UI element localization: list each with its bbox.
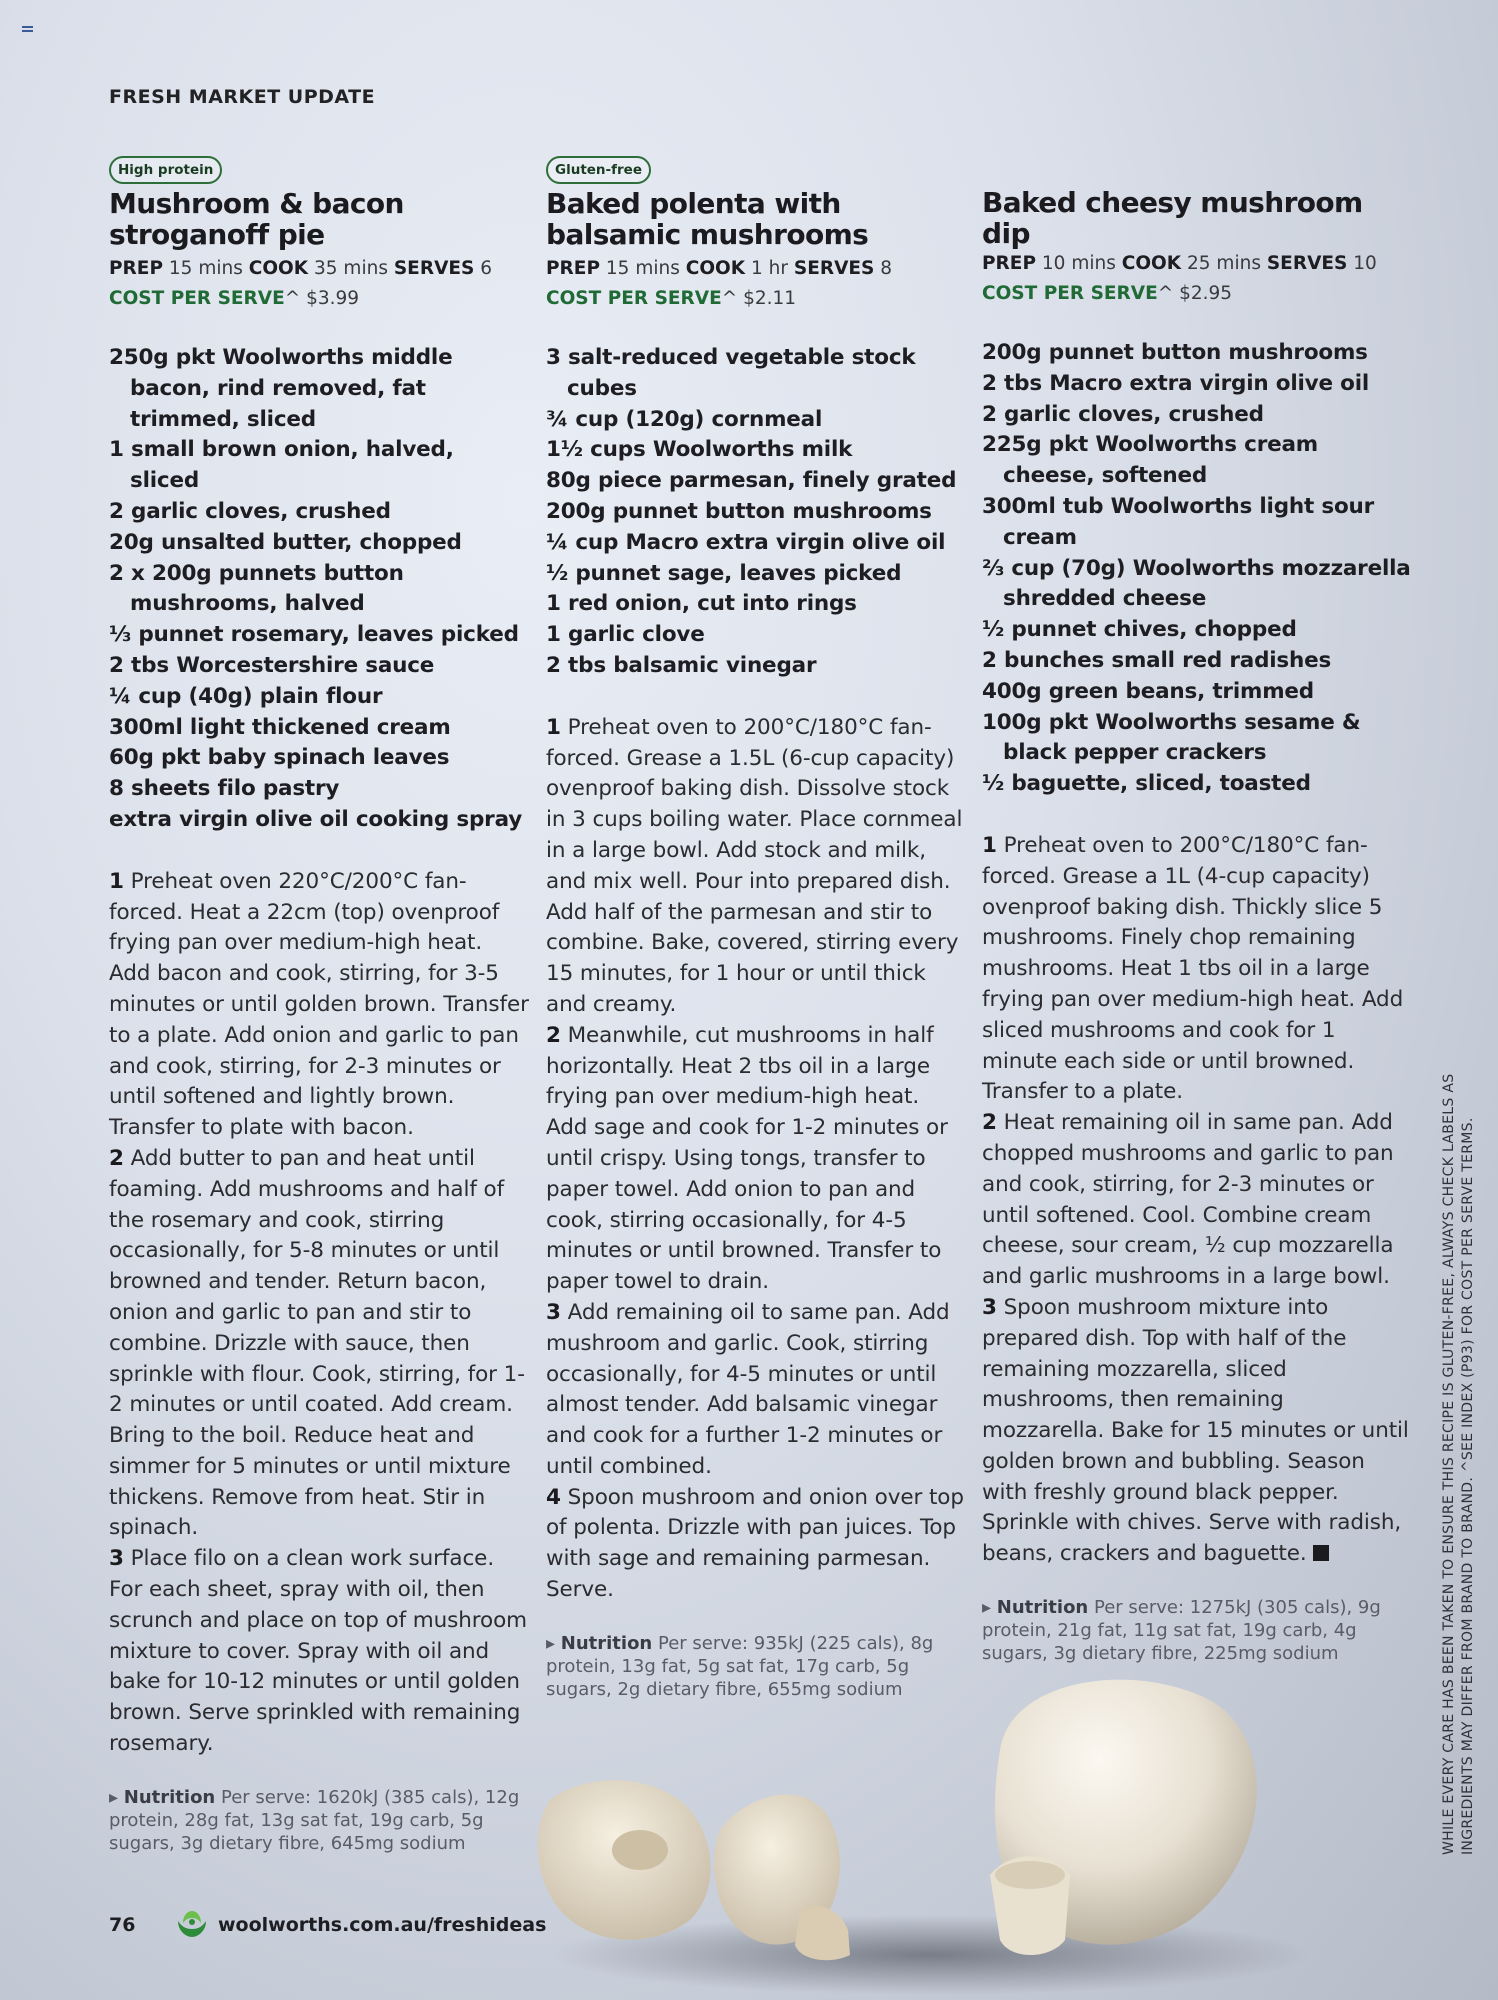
ingredient-item: 2 tbs Worcestershire sauce [109,652,435,678]
ingredient-item: 200g punnet button mushrooms [546,498,932,524]
ingredient-item: ¾ cup (120g) cornmeal [546,406,823,432]
ingredient-item: 200g punnet button mushrooms [982,340,1368,365]
ingredients-list [982,338,1412,800]
end-mark-icon [1313,1545,1329,1561]
method-step: 3 Place filo on a clean work surface. For each sheet, spray with oil, then scrunch and place on top of mushroom mixture to cover. Spray with oil and bake for 10-12 minutes or until golden brown. Serve sprinkled with remaining rosemary. [109,1546,528,1757]
recipe-meta: PREP 10 mins COOK 25 mins SERVES 10 [982,253,1377,274]
method-steps [982,831,1412,1570]
recipe-meta: PREP 15 mins COOK 1 hr SERVES 8 [546,258,893,279]
ingredient-item: ¼ cup Macro extra virgin olive oil [546,529,946,555]
ingredient-item: 225g pkt Woolworths cream cheese, softened [982,432,1319,489]
ingredient-item: extra virgin olive oil cooking spray [109,806,523,832]
method-step: 1 Preheat oven to 200°C/180°C fan-forced. Grease a 1.5L (6-cup capacity) ovenproof baking dish. Dissolve stock in 3 cups boiling water. Place cornmeal in a large bowl. Add stock and milk, and mix well. Pour into prepared dish. Add half of the parmesan and stir to combine. Bake, covered, stirring every 15 minutes, for 1 hour or until thick and creamy. [546,714,963,1017]
method-step: 3 Add remaining oil to same pan. Add mushroom and garlic. Cook, stirring occasionally, for 4-5 minutes or until almost tender. Add balsamic vinegar and cook for a further 1-2 minutes or until combined. [546,1299,950,1479]
ingredient-item: 1½ cups Woolworths milk [546,437,853,463]
ingredient-item: 300ml tub Woolworths light sour cream [982,493,1375,550]
method-step: 3 Spoon mushroom mixture into prepared dish. Top with half of the remaining mozzarella, sliced mushrooms, then remaining mozzarella. Bake for 15 minutes or until golden brown and bubbling. Season with freshly ground black pepper. Sprinkle with chives. Serve with radish, beans, crackers and baguette. [982,1294,1409,1567]
cost-per-serve: COST PER SERVE^ $2.11 [546,288,797,309]
ingredient-item: 2 x 200g punnets button mushrooms, halved [109,560,404,617]
recipe-title [546,188,966,250]
ingredient-item: 20g unsalted butter, chopped [109,529,462,555]
page-number: 76 [109,1914,136,1936]
side-disclaimer: WHILE EVERY CARE HAS BEEN TAKEN TO ENSURE THIS RECIPE IS GLUTEN-FREE, ALWAYS CHECK LABELS AS INGREDIENTS MAY DIFFER FROM BRAND TO BRAND. ^SEE INDEX (P93) FOR COST PER SERVE TERMS. [1441,1073,1476,1855]
recipe-title-line: stroganoff pie [109,218,325,251]
ingredient-item: 2 garlic cloves, crushed [109,498,391,524]
ingredient-item: ⅓ punnet rosemary, leaves picked [109,622,519,648]
ingredient-item: 1 small brown onion, halved, sliced [109,437,454,494]
method-steps [546,713,966,1606]
method-step: 1 Preheat oven to 200°C/180°C fan-forced. Grease a 1L (4-cup capacity) ovenproof baking dish. Thickly slice 5 mushrooms. Finely chop remaining mushrooms. Heat 1 tbs oil in a large frying pan over medium-high heat. Add sliced mushrooms and cook for 1 minute each side or until browned. Transfer to a plate. [982,832,1404,1105]
nutrition-info: ▸ Nutrition Per serve: 1275kJ (305 cals), 9g protein, 21g fat, 11g sat fat, 19g carb, 4g sugars, 3g dietary fibre, 225mg sodium [982,1597,1381,1665]
recipe-title-line: balsamic mushrooms [546,218,869,251]
recipe-column-2 [546,156,966,1701]
method-step: 2 Meanwhile, cut mushrooms in half horizontally. Heat 2 tbs oil in a large frying pan over medium-high heat. Add sage and cook for 1-2 minutes or until crispy. Using tongs, transfer to paper towel. Add onion to pan and cook, stirring occasionally, for 4-5 minutes or until browned. Transfer to paper towel to drain. [546,1022,948,1295]
ingredient-item: ½ baguette, sliced, toasted [982,771,1311,797]
ingredient-item: ½ punnet sage, leaves picked [546,560,902,586]
cost-per-serve: COST PER SERVE^ $3.99 [109,288,360,309]
method-step: 1 Preheat oven 220°C/200°C fan-forced. Heat a 22cm (top) ovenproof frying pan over medium-high heat. Add bacon and cook, stirring, for 3-5 minutes or until golden brown. Transfer to a plate. Add onion and garlic to pan and cook, stirring, for 2-3 minutes or until softened and lightly brown. Transfer to plate with bacon. [109,868,529,1141]
recipe-title [982,187,1412,249]
ingredient-item: 3 salt-reduced vegetable stock cubes [546,345,916,401]
ingredient-item: 250g pkt Woolworths middle bacon, rind removed, fat trimmed, sliced [109,345,453,432]
recipe-meta: PREP 15 mins COOK 35 mins SERVES 6 [109,258,493,279]
menu-icon[interactable] [22,26,33,34]
ingredient-item: 80g piece parmesan, finely grated [546,468,957,494]
method-steps [109,867,529,1760]
ingredients-list [546,343,966,682]
method-step: 2 Heat remaining oil in same pan. Add chopped mushrooms and garlic to pan and cook, stirring, for 2-3 minutes or until softened. Cool. Combine cream cheese, sour cream, ½ cup mozzarella and garlic mushrooms in a large bowl. [982,1110,1394,1290]
ingredient-item: 1 garlic clove [546,622,705,648]
nutrition-info: ▸ Nutrition Per serve: 935kJ (225 cals), 8g protein, 13g fat, 5g sat fat, 17g carb, 5g sugars, 2g dietary fibre, 655mg sodium [546,1632,934,1700]
recipe-badge: High protein [109,156,222,184]
recipe-column-1 [109,156,529,1855]
recipe-title [109,188,529,250]
ingredient-item: 60g pkt baby spinach leaves [109,745,450,771]
woolworths-logo-icon [174,1907,210,1939]
recipe-title-line: Baked polenta with [546,187,841,220]
ingredient-item: 8 sheets filo pastry [109,776,340,802]
ingredient-item: ¼ cup (40g) plain flour [109,683,383,709]
recipe-badge: Gluten-free [546,156,651,184]
ingredient-item: 100g pkt Woolworths sesame & black pepper crackers [982,709,1361,766]
ingredients-list [109,343,529,836]
nutrition-info: ▸ Nutrition Per serve: 1620kJ (385 cals), 12g protein, 28g fat, 13g sat fat, 19g carb, 5g sugars, 3g dietary fibre, 645mg sodium [109,1786,520,1854]
section-label: FRESH MARKET UPDATE [109,86,376,108]
mushroom-photo [530,1660,1310,2000]
recipe-column-3 [982,156,1412,1665]
method-step: 4 Spoon mushroom and onion over top of polenta. Drizzle with pan juices. Top with sage and remaining parmesan. Serve. [546,1484,964,1603]
recipe-title-line: Baked cheesy mushroom dip [982,186,1363,250]
ingredient-item: 2 garlic cloves, crushed [982,401,1264,427]
ingredient-item: ⅔ cup (70g) Woolworths mozzarella shredded cheese [982,555,1411,612]
recipe-title-line: Mushroom & bacon [109,187,404,220]
cost-per-serve: COST PER SERVE^ $2.95 [982,283,1233,304]
ingredient-item: ½ punnet chives, chopped [982,617,1297,643]
ingredient-item: 300ml light thickened cream [109,714,451,740]
ingredient-item: 2 tbs balsamic vinegar [546,652,817,678]
ingredient-item: 400g green beans, trimmed [982,678,1314,704]
ingredient-item: 2 tbs Macro extra virgin olive oil [982,370,1370,396]
method-step: 2 Add butter to pan and heat until foaming. Add mushrooms and half of the rosemary and cook, stirring occasionally, for 5-8 minutes or until browned and tender. Return bacon, onion and garlic to pan and stir to combine. Drizzle with sauce, then sprinkle with flour. Cook, stirring, for 1-2 minutes or until coated. Add cream. Bring to the boil. Reduce heat and simmer for 5 minutes or until mixture thickens. Remove from heat. Stir in spinach. [109,1145,525,1541]
ingredient-item: 2 bunches small red radishes [982,647,1332,673]
footer-url-link[interactable]: woolworths.com.au/freshideas [218,1914,547,1936]
ingredient-item: 1 red onion, cut into rings [546,591,857,617]
